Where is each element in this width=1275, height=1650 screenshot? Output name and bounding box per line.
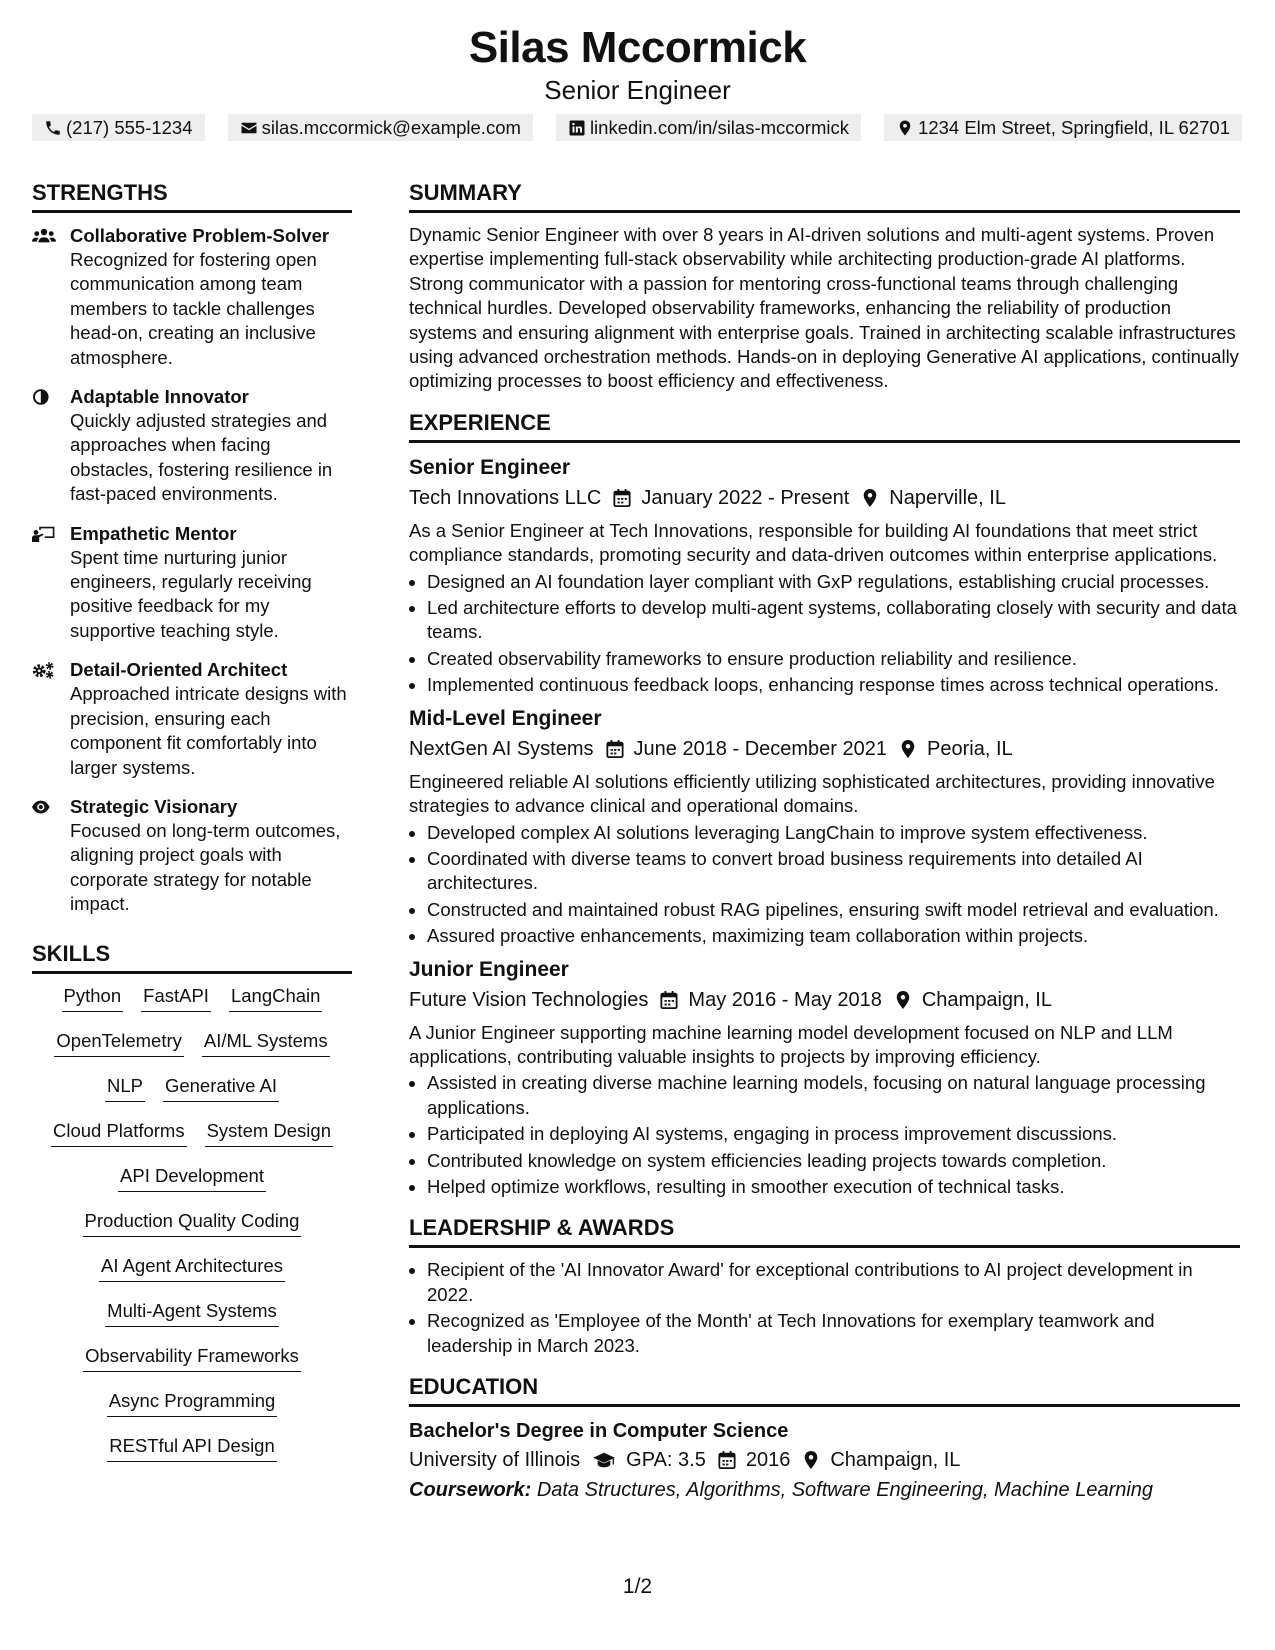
contact-linkedin[interactable]: [556, 114, 861, 141]
summary-text: Dynamic Senior Engineer with over 8 years in AI-driven solutions and multi-agent systems. Proven expertise implementing full-stack observability while architecting production-grade AI platforms. Strong communicator with a passion for mentoring cross-functional teams through challenging technical hurdles. Developed observability frameworks, enhancing the reliability of production systems and ensuring alignment with enterprise goals. Trained in architecting scalable infrastructures using advanced orchestration methods. Hands-on in deploying Generative AI applications, continually optimizing processes to boost efficiency and effectiveness.: [409, 224, 1239, 392]
users-icon: [32, 226, 56, 246]
contact-address: [884, 114, 1242, 141]
linkedin-text: linkedin.com/in/silas-mccormick: [589, 116, 849, 138]
skill-tag: OpenTelemetry: [54, 1029, 183, 1057]
strength-item: [32, 223, 352, 370]
envelope-icon: [240, 119, 258, 137]
strength-desc: Quickly adjusted strategies and approaches when facing obstacles, fostering resilience in fast-paced environments.: [70, 410, 333, 505]
experience-heading: EXPERIENCE: [409, 408, 1240, 443]
skill-tag: FastAPI: [141, 984, 211, 1012]
candidate-name: Silas Mccormick: [468, 23, 807, 72]
coursework-list: Data Structures, Algorithms, Software Engineering, Machine Learning: [536, 1479, 1154, 1501]
skill-row: [32, 1164, 352, 1209]
job-bullet: • Implemented continuous feedback loops, enhancing response times across technical operations.: [427, 673, 1240, 697]
graduation-year: 2016: [745, 1449, 791, 1471]
skill-tag: API Development: [118, 1164, 266, 1192]
job-bullet: • Constructed and maintained robust RAG pipelines, ensuring swift model retrieval and evaluation.: [427, 898, 1240, 922]
job-bullet: • Designed an AI foundation layer compliant with GxP regulations, establishing crucial processes.: [427, 570, 1240, 594]
job-bullet: • Helped optimize workflows, resulting in smoother execution of technical tasks.: [427, 1175, 1240, 1199]
skill-tag: Multi-Agent Systems: [105, 1299, 279, 1327]
job-bullets: [409, 821, 1240, 949]
skill-tag: Observability Frameworks: [83, 1344, 301, 1372]
resume-header: [0, 22, 1275, 106]
skill-tag: Async Programming: [107, 1389, 278, 1417]
award-bullet: • Recipient of the 'AI Innovator Award' for exceptional contributions to AI project development in 2022.: [427, 1258, 1240, 1307]
job-company: Tech Innovations LLC: [409, 486, 602, 509]
job-location: Naperville, IL: [889, 486, 1006, 509]
eye-icon: [32, 797, 56, 817]
skill-row: [32, 1119, 352, 1164]
coursework: [409, 1475, 1240, 1505]
page-number: 1/2: [622, 1575, 653, 1598]
education-meta: [409, 1445, 1240, 1475]
school-name: University of Illinois: [409, 1449, 581, 1471]
strength-title: Adaptable Innovator: [70, 386, 249, 408]
skill-row: [32, 1434, 352, 1479]
email-text: silas.mccormick@example.com: [261, 116, 521, 138]
skill-tag: System Design: [205, 1119, 333, 1147]
job-bullet: • Developed complex AI solutions leveraging LangChain to improve system effectiveness.: [427, 821, 1240, 845]
strength-item: [32, 521, 352, 644]
strength-title: Detail-Oriented Architect: [70, 659, 288, 681]
skill-row: [32, 984, 352, 1029]
gears-icon: [32, 660, 56, 680]
job-meta: [409, 985, 1240, 1015]
summary-heading: SUMMARY: [409, 178, 1240, 213]
job-meta: [409, 734, 1240, 764]
education-location: Champaign, IL: [830, 1449, 961, 1471]
contact-phone: [32, 114, 205, 141]
calendar-icon: [660, 990, 678, 1010]
address-text: 1234 Elm Street, Springfield, IL 62701: [918, 116, 1230, 138]
job-entry: [409, 955, 1240, 1200]
job-company: NextGen AI Systems: [409, 737, 594, 760]
job-bullets: [409, 1071, 1240, 1199]
job-title: Senior Engineer: [409, 455, 571, 479]
calendar-icon: [606, 739, 624, 759]
left-column: [32, 178, 352, 1479]
gpa-text: GPA: 3.5: [626, 1449, 706, 1471]
skill-tag: RESTful API Design: [107, 1434, 277, 1462]
strength-item: [32, 384, 352, 507]
candidate-title: Senior Engineer: [544, 75, 731, 105]
strength-desc: Recognized for fostering open communication among team members to tackle challenges head-on, creating an inclusive atmosphere.: [70, 249, 317, 368]
job-entry: [409, 453, 1240, 698]
job-bullet: • Led architecture efforts to develop multi-agent systems, collaborating closely with security and data teams.: [427, 596, 1240, 645]
job-dates: May 2016 - May 2018: [688, 988, 882, 1011]
half-circle-icon: [32, 387, 56, 407]
skill-tag: NLP: [105, 1074, 145, 1102]
job-description: Engineered reliable AI solutions efficiently utilizing sophisticated architectures, providing innovative strategies to advance clinical and operational domains.: [409, 770, 1215, 817]
leadership-bullets: [409, 1258, 1240, 1358]
skill-tag: Generative AI: [163, 1074, 279, 1102]
phone-icon: [44, 119, 62, 137]
job-bullet: • Assured proactive enhancements, maximizing team collaboration within projects.: [427, 924, 1240, 948]
phone-text: (217) 555-1234: [66, 116, 193, 138]
linkedin-icon: [568, 119, 586, 137]
skill-row: [32, 1389, 352, 1434]
map-pin-icon: [802, 1450, 820, 1470]
strength-item: [32, 794, 352, 917]
award-bullet: • Recognized as 'Employee of the Month' at Tech Innovations for exemplary teamwork and leadership in March 2023.: [427, 1309, 1240, 1358]
strength-title: Collaborative Problem-Solver: [70, 225, 330, 246]
job-bullet: • Contributed knowledge on system efficiencies leading projects towards completion.: [427, 1149, 1240, 1173]
skill-row: [32, 1209, 352, 1254]
strength-title: Strategic Visionary: [70, 795, 238, 817]
education-heading: EDUCATION: [409, 1372, 1240, 1407]
skill-tag: Python: [62, 984, 124, 1012]
skill-row: [32, 1029, 352, 1074]
job-bullets: [409, 570, 1240, 698]
skill-row: [32, 1299, 352, 1344]
degree-title: Bachelor's Degree in Computer Science: [409, 1420, 789, 1442]
skill-tag: Cloud Platforms: [51, 1119, 187, 1147]
strengths-heading: STRENGTHS: [32, 178, 352, 213]
skills-heading: SKILLS: [32, 939, 352, 974]
skill-row: [32, 1074, 352, 1119]
job-title: Junior Engineer: [409, 957, 569, 981]
skill-tag: AI Agent Architectures: [99, 1254, 285, 1282]
strength-item: [32, 657, 352, 780]
strength-desc: Approached intricate designs with precision, ensuring each component fit comfortably into larger systems.: [70, 683, 347, 778]
job-bullet: • Created observability frameworks to ensure production reliability and resilience.: [427, 647, 1240, 671]
graduation-cap-icon: [592, 1450, 616, 1470]
job-meta: [409, 483, 1240, 513]
strength-title: Empathetic Mentor: [70, 522, 237, 544]
contact-email[interactable]: [228, 114, 533, 141]
job-description: As a Senior Engineer at Tech Innovations, responsible for building AI foundations that meet strict compliance standards, promoting security and data-driven outcomes within enterprise applications.: [409, 519, 1218, 566]
map-pin-icon: [894, 990, 912, 1010]
job-dates: January 2022 - Present: [641, 486, 850, 509]
coursework-label: Coursework:: [409, 1479, 532, 1501]
strength-desc: Spent time nurturing junior engineers, regularly receiving positive feedback for my supportive teaching style.: [70, 546, 312, 641]
strength-desc: Focused on long-term outcomes, aligning project goals with corporate strategy for notable impact.: [70, 819, 341, 915]
job-company: Future Vision Technologies: [409, 988, 649, 1011]
skill-tag: LangChain: [229, 984, 323, 1012]
calendar-icon: [613, 488, 631, 508]
job-bullet: • Participated in deploying AI systems, engaging in process improvement discussions.: [427, 1122, 1240, 1146]
right-column: [409, 178, 1240, 1505]
job-location: Peoria, IL: [927, 737, 1013, 760]
teacher-icon: [32, 524, 56, 544]
job-dates: June 2018 - December 2021: [633, 737, 888, 760]
skill-tag: AI/ML Systems: [202, 1029, 330, 1057]
skill-tag: Production Quality Coding: [83, 1209, 302, 1237]
contact-bar: [32, 114, 1242, 141]
job-entry: [409, 704, 1240, 949]
skill-row: [32, 1344, 352, 1389]
education-entry: [409, 1417, 1240, 1505]
skill-row: [32, 1254, 352, 1299]
job-title: Mid-Level Engineer: [409, 706, 602, 730]
map-pin-icon: [896, 119, 914, 137]
leadership-heading: LEADERSHIP & AWARDS: [409, 1213, 1240, 1248]
job-description: A Junior Engineer supporting machine learning model development focused on NLP and LLM applications, contributing valuable insights to projects by improving efficiency.: [409, 1021, 1173, 1067]
map-pin-icon: [861, 488, 879, 508]
calendar-icon: [718, 1450, 736, 1470]
job-location: Champaign, IL: [921, 988, 1052, 1011]
skills-list: [32, 984, 352, 1479]
job-bullet: • Assisted in creating diverse machine learning models, focusing on natural language processing applications.: [427, 1071, 1240, 1120]
map-pin-icon: [899, 739, 917, 759]
job-bullet: • Coordinated with diverse teams to convert broad business requirements into detailed AI architectures.: [427, 847, 1240, 896]
